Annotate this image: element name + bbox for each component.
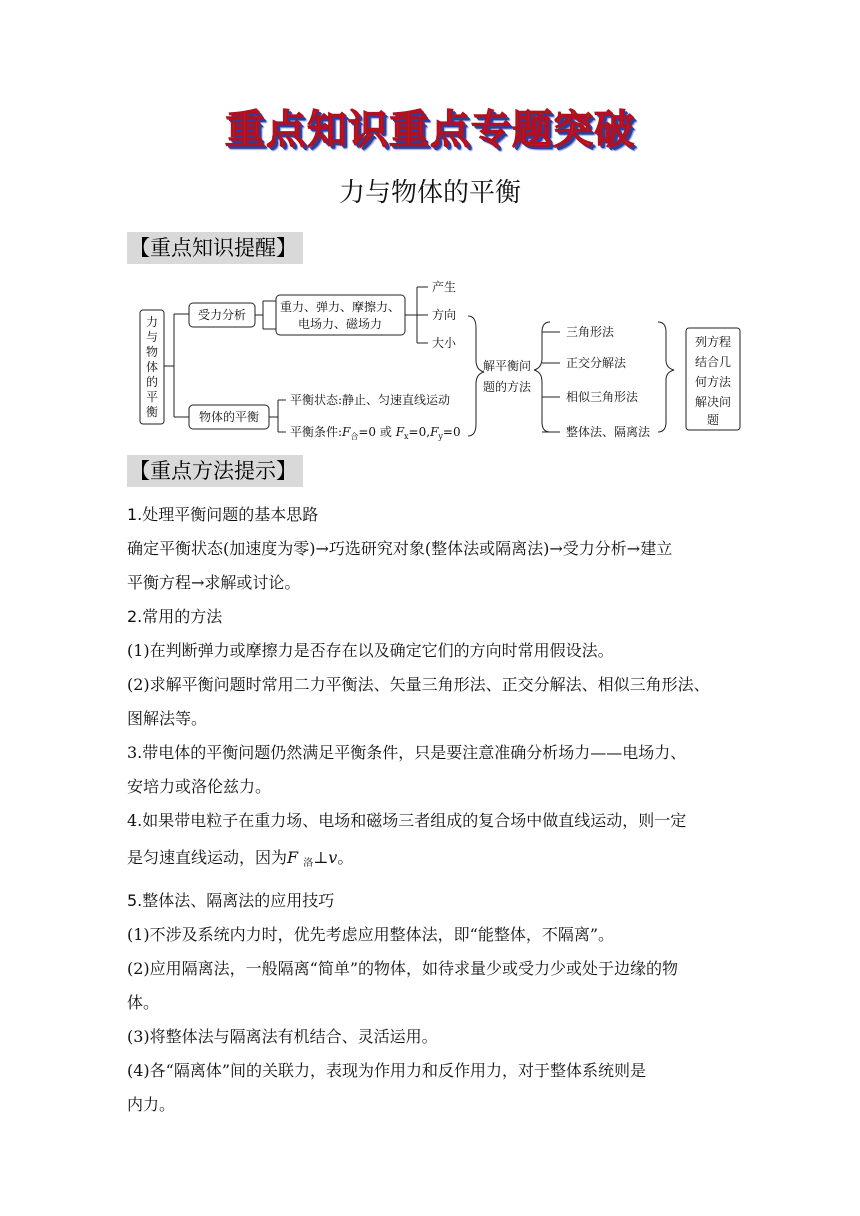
method-label-line-2: 题的方法 (482, 380, 532, 394)
solve-line-3: 何方法 (694, 375, 732, 389)
solve-line-1: 列方程 (694, 335, 732, 349)
method-item-4: 整体法、隔离法 (566, 425, 651, 439)
section-heading-methods: 【重点方法提示】 (127, 455, 303, 487)
root-char-3: 物 (145, 345, 159, 359)
right-brace (658, 322, 674, 432)
forces-line-1: 重力、弹力、摩擦力、 (279, 300, 401, 314)
methods-content (127, 498, 747, 1122)
point-1-line-1: 确定平衡状态(加速度为零)→巧选研究对象(整体法或隔离法)→受力分析→建立 (127, 539, 673, 558)
point-3-line-2: 安培力或洛伦兹力。 (127, 777, 272, 796)
knowledge-diagram (130, 274, 750, 446)
method-label-line-1: 解平衡问 (482, 359, 532, 373)
point-2-line-1: (1)在判断弹力或摩擦力是否存在以及确定它们的方向时常用假设法。 (127, 641, 614, 660)
point-1-heading: 1.处理平衡问题的基本思路 (127, 505, 319, 524)
equilibrium-label: 物体的平衡 (198, 410, 260, 424)
point-2-heading: 2.常用的方法 (127, 607, 223, 626)
solve-line-4: 解决问 (694, 395, 732, 409)
branch-direction: 方向 (432, 308, 457, 322)
point-2-line-2: (2)求解平衡问题时常用二力平衡法、矢量三角形法、正交分解法、相似三角形法、 (127, 675, 710, 694)
root-char-5: 的 (145, 375, 159, 389)
method-item-1: 三角形法 (566, 325, 615, 339)
point-5-line-5: (4)各“隔离体”间的关联力，表现为作用力和反作用力，对于整体系统则是 (127, 1061, 647, 1080)
root-char-7: 衡 (145, 405, 159, 419)
point-5-heading: 5.整体法、隔离法的应用技巧 (127, 891, 335, 910)
point-4-line-2: 是匀速直线运动，因为F $_洛$⊥v。 (127, 848, 354, 869)
point-5-line-1: (1)不涉及系统内力时，优先考虑应用整体法，即“能整体，不隔离”。 (127, 925, 615, 944)
point-5-line-4: (3)将整体法与隔离法有机结合、灵活运用。 (127, 1027, 438, 1046)
root-char-1: 力 (145, 315, 159, 329)
solve-line-5: 题 (706, 413, 720, 427)
method-brace (534, 322, 550, 432)
page-title: 力与物体的平衡 (338, 178, 521, 208)
point-1-line-2: 平衡方程→求解或讨论。 (127, 573, 301, 592)
root-char-6: 平 (145, 390, 159, 404)
root-char-2: 与 (145, 330, 159, 344)
big-brace (468, 316, 484, 436)
method-item-2: 正交分解法 (566, 356, 627, 370)
point-4-line-1: 4.如果带电粒子在重力场、电场和磁场三者组成的复合场中做直线运动，则一定 (127, 811, 687, 830)
point-5-line-6: 内力。 (127, 1095, 176, 1114)
branch-produce: 产生 (432, 280, 457, 294)
root-char-4: 体 (145, 360, 159, 374)
equilibrium-condition: 平衡条件$:F_合=0$ 或 $F_x=0,F_y=0$ (290, 425, 461, 441)
force-analysis-label: 受力分析 (197, 308, 247, 322)
point-2-line-3: 图解法等。 (127, 709, 208, 728)
solve-line-2: 结合几 (694, 355, 732, 369)
point-5-line-2: (2)应用隔离法，一般隔离“简单”的物体，如待求量少或受力少或处于边缘的物 (127, 959, 679, 978)
method-item-3: 相似三角形法 (566, 390, 639, 404)
point-5-line-3: 体。 (127, 993, 160, 1012)
banner-title: 重点知识重点专题突破 (225, 107, 635, 153)
equilibrium-state: 平衡状态:静止、匀速直线运动 (290, 393, 451, 407)
forces-line-2: 电场力、磁场力 (297, 317, 383, 331)
branch-magnitude: 大小 (432, 336, 457, 350)
point-3-line-1: 3.带电体的平衡问题仍然满足平衡条件，只是要注意准确分析场力——电场力、 (127, 743, 687, 762)
section-heading-knowledge: 【重点知识提醒】 (127, 232, 303, 264)
